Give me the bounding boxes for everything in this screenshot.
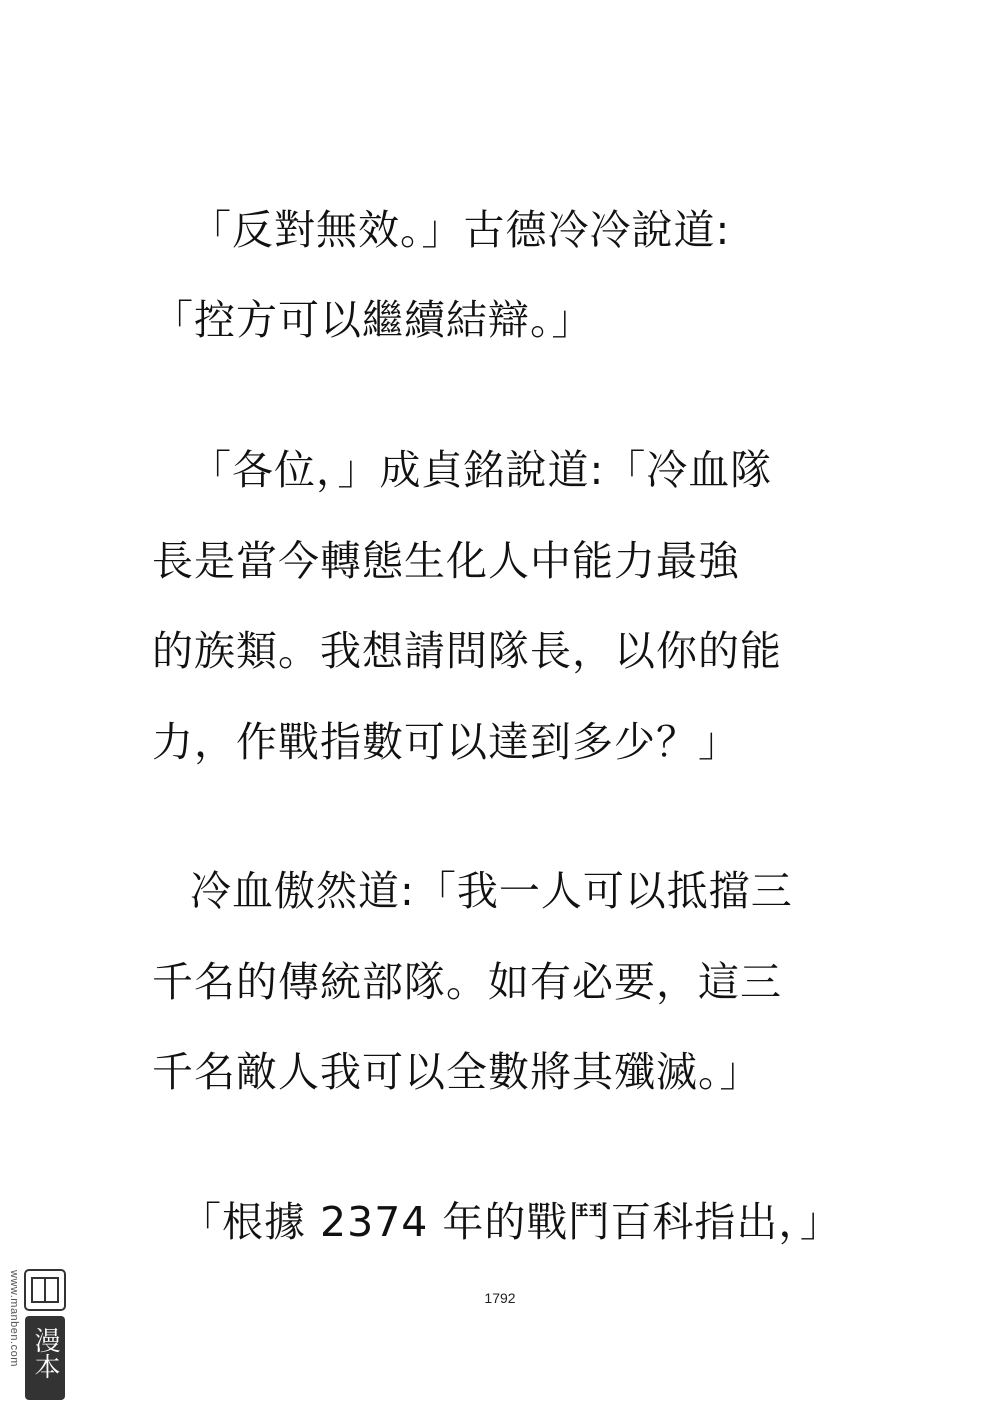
- page-number: 1792: [484, 1290, 516, 1306]
- watermark-url: www.manben.com: [8, 1270, 20, 1367]
- text-line-6: 力，作戰指數可以達到多少？」: [152, 718, 740, 766]
- text-line-5: 的族類。我想請問隊長，以你的能: [152, 627, 782, 675]
- text-line-3: 「各位，」成貞銘說道:「冷血隊: [190, 446, 773, 494]
- text-line-7: 冷血傲然道:「我一人可以抵擋三: [190, 867, 793, 915]
- watermark-logo-text: 漫本: [30, 1327, 60, 1379]
- site-watermark: [0, 1266, 70, 1406]
- text-line-9: 千名敵人我可以全數將其殲滅。」: [152, 1048, 762, 1096]
- text-line-2: 「控方可以繼續結辯。」: [152, 296, 594, 344]
- text-line-10: 「根據 2374 年的戰鬥百科指出，」: [180, 1198, 842, 1246]
- text-line-4: 長是當今轉態生化人中能力最強: [152, 537, 740, 585]
- watermark-logo: [24, 1268, 66, 1402]
- text-line-8: 千名的傳統部隊。如有必要，這三: [152, 958, 782, 1006]
- text-line-1: 「反對無效。」古德冷冷說道:: [190, 206, 731, 254]
